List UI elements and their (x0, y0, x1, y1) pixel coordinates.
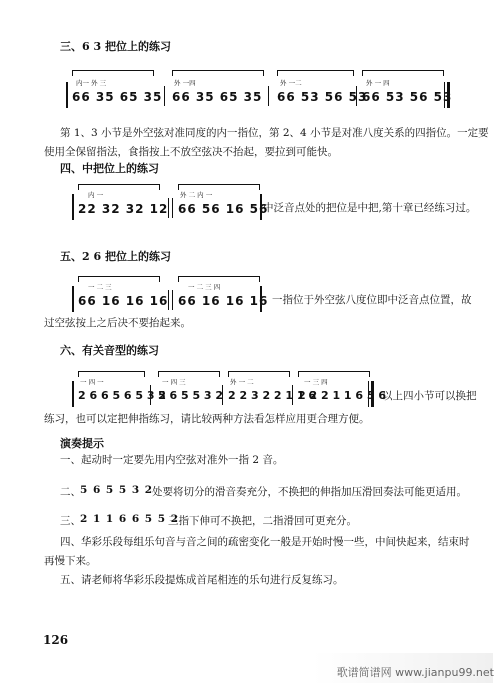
fingering-mark: 外 一二 (280, 79, 302, 87)
barline (292, 385, 293, 405)
barline-end-thin (368, 381, 369, 407)
tip-1: 一、起动时一定要先用内空弦对准外一指 2 音。 (60, 454, 284, 466)
fingering-mark: 内 一 (88, 191, 104, 199)
measure-notes: 22 32 32 12 (78, 202, 169, 216)
section-3-paragraph-cont: 使用全保留指法，食指按上不放空弦决不抬起，要拉到可能快。 (44, 146, 338, 158)
fingering-mark: 一 三 四 (304, 378, 328, 386)
fingering-mark: 一 二 三 (88, 283, 112, 291)
barline (168, 290, 169, 310)
tip-4-cont: 再慢下来。 (44, 555, 97, 567)
section-5-side-text-cont: 过空弦按上之后决不要抬起来。 (44, 317, 191, 329)
fingering-mark: 一 二 三 四 (188, 283, 221, 291)
measure-notes: 66 53 56 53 (277, 90, 368, 104)
barline (268, 86, 269, 106)
fingering-mark: 外 二 内 一 (180, 191, 213, 199)
score-section-6 (78, 365, 387, 413)
section-4-title: 四、中把位上的练习 (60, 162, 159, 175)
barline-end (371, 381, 374, 407)
section-5-title: 五、2 6 把位上的练习 (60, 250, 171, 263)
barline-end (260, 286, 262, 312)
tip-2-prefix: 二、 (60, 486, 81, 498)
barline (356, 86, 357, 106)
score-section-5 (78, 270, 268, 315)
barline-start (72, 381, 74, 407)
section-3-paragraph: 第 1、3 小节是外空弦对准同度的内一指位，第 2、4 小节是对准八度关系的四指位。一定要 (60, 127, 489, 139)
fingering-mark: 外 一四 (174, 79, 196, 87)
fingering-mark: 一 四 一 (80, 378, 104, 386)
barline (222, 385, 223, 405)
tip-5: 五、请老师将华彩乐段提炼成首尾相连的乐句进行反复练习。 (60, 574, 344, 586)
section-5-side-text: 一指位于外空弦八度位即中泛音点位置，故 (272, 294, 472, 306)
tip-2-notes: 5 6 5 5 3 2 (80, 484, 154, 496)
phrase-bracket (277, 70, 354, 76)
barline-end (447, 82, 450, 108)
section-6-title: 六、有关音型的练习 (60, 344, 159, 357)
tip-3-notes: 2 1 1 6 6 5 5 2 (80, 513, 180, 525)
barline (168, 198, 169, 218)
fingering-mark: 外 一 四 (366, 79, 390, 87)
barline (172, 290, 173, 310)
section-6-side-text-cont: 练习，也可以定把伸指练习，请比较两种方法看怎样应用更合理方便。 (44, 413, 370, 425)
score-section-3 (72, 60, 453, 115)
watermark-text: 歌谱简谱网 www.jianpu99.net (336, 666, 494, 679)
measure-notes: 2 2 3 2 2 1 1 6 (228, 389, 317, 402)
barline-end-thin (444, 82, 445, 108)
fingering-mark: 外 一 二 (230, 378, 254, 386)
fingering-mark: 内一 外 三 (76, 79, 107, 87)
tip-2-text: 处要将切分的滑音奏充分，不换把的伸指加压滑回奏法可能更适用。 (152, 486, 467, 498)
tip-3-prefix: 三、 (60, 515, 81, 527)
measure-notes: 66 35 65 35 (172, 90, 263, 104)
measure-notes: 2 2 2 1 1 6 5 6 (298, 389, 387, 402)
score-section-4 (78, 178, 268, 223)
measure-notes: 66 56 16 56 (178, 202, 269, 216)
phrase-bracket (72, 70, 154, 76)
fingering-mark: 一 四 三 (162, 378, 186, 386)
measure-notes: 66 16 16 16 (178, 294, 269, 308)
phrase-bracket (362, 70, 444, 76)
section-4-side-text: 中泛音点处的把位是中把,第十章已经练习过。 (263, 202, 477, 214)
section-6-side-text: 以上四小节可以换把 (382, 390, 477, 402)
barline (172, 198, 173, 218)
barline-start (66, 82, 68, 108)
tip-4: 四、华彩乐段每组乐句音与音之间的疏密变化一般是开始时慢一些，中间快起来，结束时 (60, 536, 470, 548)
phrase-bracket (172, 70, 264, 76)
barline (164, 86, 165, 106)
measure-notes: 66 35 65 35 (72, 90, 163, 104)
section-3-title: 三、6 3 把位上的练习 (60, 40, 171, 53)
tip-3-text: 三指下伸可不换把，二指滑回可更充分。 (168, 515, 357, 527)
barline-end (260, 194, 262, 220)
measure-notes: 5 6 5 5 3 2 (158, 389, 224, 402)
barline-start (72, 194, 74, 220)
measure-notes: 66 16 16 16 (78, 294, 169, 308)
measure-notes: 66 53 56 53 (362, 90, 453, 104)
measure-notes: 2 6 6 5 6 5 3 2 (78, 389, 167, 402)
page-number: 126 (43, 633, 69, 647)
barline (150, 385, 151, 405)
barline-start (72, 286, 74, 312)
tips-title: 演奏提示 (60, 437, 104, 450)
